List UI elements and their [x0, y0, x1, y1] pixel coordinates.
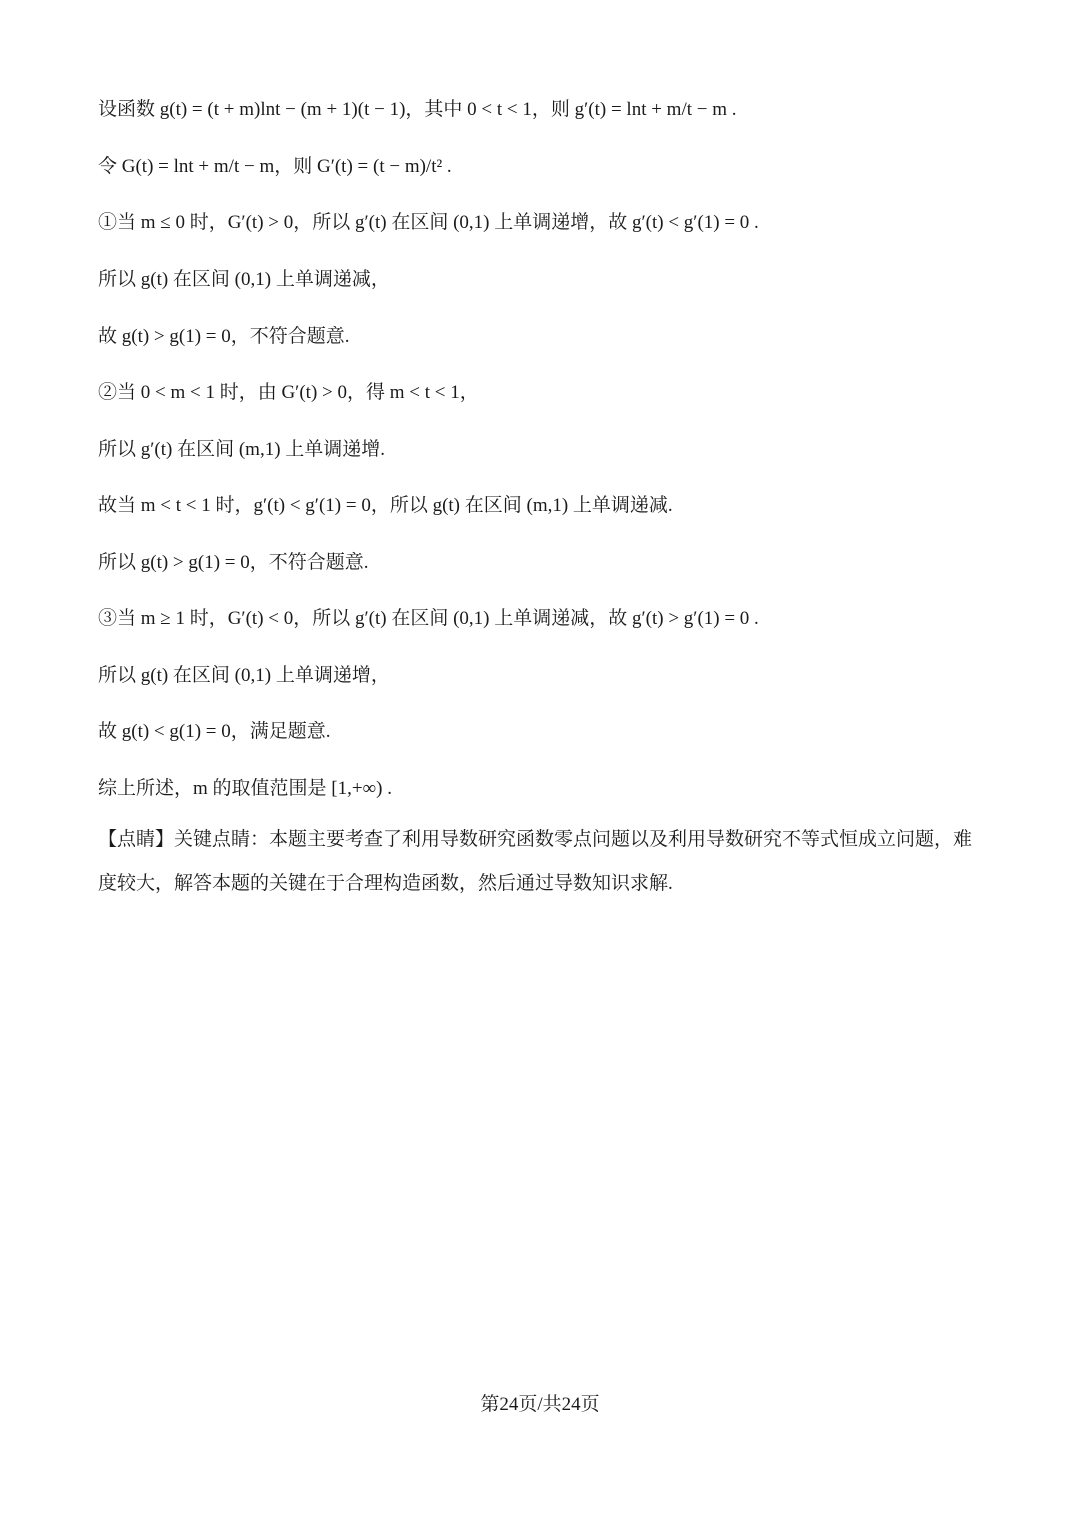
solution-line-2: 令 G(t) = lnt + m/t − m，则 G′(t) = (t − m)/t² . — [98, 156, 452, 177]
solution-line-10: ③当 m ≥ 1 时，G′(t) < 0，所以 g′(t) 在区间 (0,1) 上单调递减，故 g′(t) > g′(1) = 0 . — [98, 608, 759, 629]
page-number-footer: 第24页/共24页 — [480, 1394, 600, 1415]
solution-line-4: 所以 g(t) 在区间 (0,1) 上单调递减， — [98, 269, 390, 290]
solution-line-12: 故 g(t) < g(1) = 0，满足题意. — [98, 721, 331, 742]
solution-line-11: 所以 g(t) 在区间 (0,1) 上单调递增， — [98, 665, 390, 686]
solution-line-5: 故 g(t) > g(1) = 0，不符合题意. — [98, 326, 350, 347]
key-point-note — [98, 818, 988, 906]
solution-line-8: 故当 m < t < 1 时，g′(t) < g′(1) = 0，所以 g(t) 在区间 (m,1) 上单调递减. — [98, 495, 673, 516]
solution-line-3: ①当 m ≤ 0 时，G′(t) > 0，所以 g′(t) 在区间 (0,1) 上单调递增，故 g′(t) < g′(1) = 0 . — [98, 212, 759, 233]
solution-line-13: 综上所述，m 的取值范围是 [1,+∞) . — [98, 778, 392, 799]
solution-line-1: 设函数 g(t) = (t + m)lnt − (m + 1)(t − 1)，其中 0 < t < 1，则 g′(t) = lnt + m/t − m . — [98, 99, 737, 120]
key-point-text: 关键点睛：本题主要考查了利用导数研究函数零点问题以及利用导数研究不等式恒成立问题，难度较大，解答本题的关键在于合理构造函数，然后通过导数知识求解. — [98, 829, 973, 894]
solution-line-6: ②当 0 < m < 1 时，由 G′(t) > 0，得 m < t < 1， — [98, 382, 479, 403]
solution-line-9: 所以 g(t) > g(1) = 0，不符合题意. — [98, 552, 369, 573]
solution-line-7: 所以 g′(t) 在区间 (m,1) 上单调递增. — [98, 439, 386, 460]
key-point-tag: 【点睛】 — [98, 829, 175, 850]
